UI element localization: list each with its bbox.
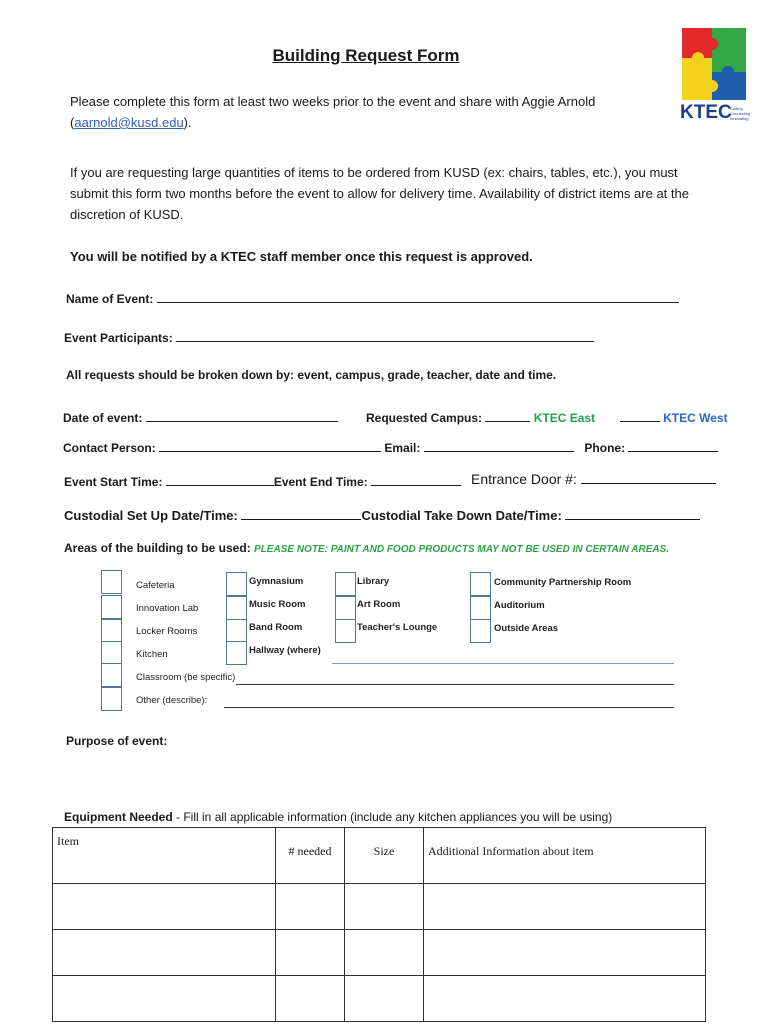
svg-text:Connecting: Connecting [730,111,750,116]
area-label-teachers-lounge: Teacher's Lounge [357,622,438,633]
area-label-cafeteria: Cafeteria [136,580,175,591]
name-of-event-field[interactable] [157,290,679,303]
requested-campus-label: Requested Campus: [366,411,483,425]
checkbox-hallway[interactable] [226,641,247,665]
paren-close: ). [183,115,192,130]
event-participants-row [64,329,594,345]
table-header-row [53,828,706,884]
equipment-heading: Equipment Needed [64,810,173,824]
areas-warning: PLEASE NOTE: PAINT AND FOOD PRODUCTS MAY NOT BE USED IN CERTAIN AREAS. [254,544,670,555]
header-needed: # needed [276,828,345,884]
campus-west-label: KTEC West [663,411,728,425]
areas-colon: : [246,541,251,555]
area-label-art-room: Art Room [357,599,401,610]
area-label-locker-rooms: Locker Rooms [136,626,198,637]
contact-row [63,439,718,455]
equipment-sub: - Fill in all applicable information (include any kitchen appliances you will be using) [172,810,613,824]
cell-info[interactable] [424,884,706,930]
equipment-table [52,827,706,1022]
entrance-door-row [471,471,716,487]
table-row [53,930,706,976]
date-of-event-field[interactable] [146,409,338,422]
cell-needed[interactable] [276,884,345,930]
cell-item[interactable] [53,976,276,1022]
campus-east-field[interactable] [485,409,530,422]
area-label-kitchen: Kitchen [136,649,168,660]
custodial-row [64,507,700,523]
table-row [53,884,706,930]
cell-needed[interactable] [276,930,345,976]
phone-label: Phone: [584,441,626,455]
email-link[interactable]: aarnold@kusd.edu [74,115,184,130]
checkbox-outside-areas[interactable] [470,619,491,643]
custodial-takedown-field[interactable] [565,507,700,520]
area-label-band-room: Band Room [249,622,303,633]
equipment-heading-row [64,810,612,824]
header-additional-info: Additional Information about item [424,828,706,884]
checkbox-cafeteria[interactable] [101,570,122,594]
areas-heading: Areas of the building to be used [64,541,247,555]
custodial-setup-label: Custodial Set Up Date/Time: [64,508,238,523]
event-participants-field[interactable] [176,329,594,342]
note-paragraph: If you are requesting large quantities of items to be ordered from KUSD (ex: chairs, tables, etc.), you must submit this form two months before the event to allow for delivery time. Availability of district items are at the discretion of KUSD. [70,165,689,222]
intro-text: Please complete this form at least two weeks prior to the event and share with Aggie Arnold [70,94,596,109]
svg-text:Innovating: Innovating [730,116,749,121]
checkbox-community-partnership-room[interactable] [470,572,491,596]
area-label-other: Other (describe): [136,695,208,706]
checkbox-band-room[interactable] [226,619,247,643]
cell-size[interactable] [345,976,424,1022]
checkbox-library[interactable] [335,572,356,596]
areas-heading-row [64,541,669,555]
checkbox-other[interactable] [101,687,122,711]
name-of-event-label: Name of Event: [66,292,154,306]
checkbox-locker-rooms[interactable] [101,619,122,643]
campus-west-field[interactable] [620,409,660,422]
area-label-innovation-lab: Innovation Lab [136,603,199,614]
area-label-gymnasium: Gymnasium [249,576,304,587]
checkbox-gymnasium[interactable] [226,572,247,596]
custodial-setup-field[interactable] [241,507,361,520]
purpose-label: Purpose of event: [66,734,168,748]
cell-size[interactable] [345,884,424,930]
hallway-line[interactable] [332,663,674,664]
cell-needed[interactable] [276,976,345,1022]
area-label-outside-areas: Outside Areas [494,623,559,634]
checkbox-music-room[interactable] [226,596,247,620]
header-size: Size [345,828,424,884]
other-line[interactable] [224,707,674,708]
breakdown-note: All requests should be broken down by: event, campus, grade, teacher, date and time. [66,368,557,382]
form-title: Building Request Form [272,46,460,65]
paren-open: ( [70,115,75,130]
cell-item[interactable] [53,884,276,930]
checkbox-art-room[interactable] [335,596,356,620]
area-label-classroom: Classroom (be specific) [136,672,236,683]
table-row [53,976,706,1022]
entrance-door-label: Entrance Door #: [471,471,577,487]
campus-east-label: KTEC East [533,411,596,425]
checkbox-auditorium[interactable] [470,596,491,620]
contact-person-field[interactable] [159,439,381,452]
phone-field[interactable] [628,439,718,452]
checkbox-classroom[interactable] [101,663,122,687]
event-end-label: Event End Time: [273,475,368,489]
date-of-event-label: Date of event: [63,411,143,425]
cell-size[interactable] [345,930,424,976]
event-start-label: Event Start Time: [64,475,163,489]
name-of-event-row [66,290,679,306]
cell-info[interactable] [424,930,706,976]
entrance-door-field[interactable] [581,471,716,484]
checkbox-teachers-lounge[interactable] [335,619,356,643]
custodial-takedown-label: Custodial Take Down Date/Time: [361,508,562,523]
area-label-music-room: Music Room [249,599,306,610]
checkbox-kitchen[interactable] [101,641,122,665]
event-times-row [64,473,461,489]
approval-notice: You will be notified by a KTEC staff member once this request is approved. [70,249,533,264]
event-end-field[interactable] [371,473,461,486]
intro-paragraph [70,91,690,133]
contact-person-label: Contact Person: [63,441,156,455]
checkbox-innovation-lab[interactable] [101,595,122,619]
area-label-auditorium: Auditorium [494,600,545,611]
event-participants-label: Event Participants: [64,331,173,345]
cell-info[interactable] [424,976,706,1022]
svg-text:Coding: Coding [730,106,743,111]
requested-campus-row [366,409,728,425]
area-label-hallway: Hallway (where) [249,645,321,656]
header-item: Item [53,828,276,884]
event-start-field[interactable] [166,473,274,486]
logo-text: KTEC [680,102,732,123]
email-label: Email: [384,441,421,455]
date-of-event-row [63,409,338,425]
area-label-community-partnership-room: Community Partnership Room [494,577,632,588]
classroom-line[interactable] [236,684,674,685]
area-label-library: Library [357,576,390,587]
cell-item[interactable] [53,930,276,976]
email-field[interactable] [424,439,574,452]
